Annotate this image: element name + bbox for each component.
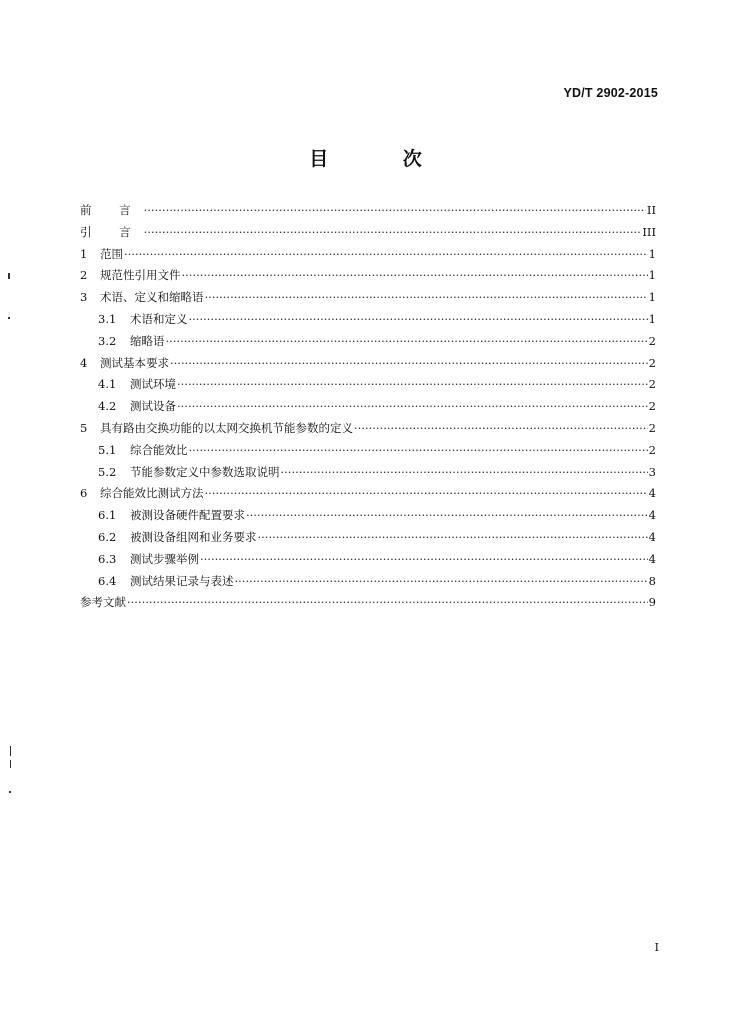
toc-entry-page: 1: [648, 268, 656, 283]
toc-entry-number: 4.2: [98, 399, 117, 414]
toc-entry-page: 4: [648, 529, 656, 544]
toc-entry[interactable]: [80, 551, 656, 573]
toc-entry[interactable]: [80, 267, 656, 289]
scan-artifact: [8, 273, 10, 279]
toc-title: 目 次: [309, 148, 456, 170]
toc-dot-leader: [205, 290, 648, 304]
toc-entry[interactable]: [80, 224, 656, 246]
toc-entry-title: 测试环境: [130, 377, 176, 392]
toc-entry-label: [98, 311, 188, 327]
toc-entry-page: 4: [648, 551, 656, 566]
toc-entry[interactable]: [80, 594, 656, 616]
toc-entry[interactable]: [80, 507, 656, 529]
toc-entry-page: 8: [648, 573, 656, 588]
toc-entry-title: 缩略语: [130, 333, 165, 348]
scan-artifact: [10, 746, 11, 756]
standard-id: YD/T 2902-2015: [563, 86, 658, 100]
toc-entry-title: 具有路由交换功能的以太网交换机节能参数的定义: [100, 420, 353, 435]
toc-entry[interactable]: [80, 333, 656, 355]
toc-entry[interactable]: [80, 398, 656, 420]
toc-entry-label: [98, 376, 176, 392]
toc-entry-title: 节能参数定义中参数选取说明: [130, 464, 280, 479]
toc-entry-page: 4: [648, 486, 656, 501]
toc-entry-number: 6.3: [98, 551, 117, 566]
toc-entry[interactable]: [80, 355, 656, 377]
toc-entry-page: 1: [648, 290, 656, 305]
toc-entry-number: 2: [80, 268, 88, 283]
toc-dot-leader: [177, 377, 648, 391]
toc-dot-leader: [281, 465, 648, 479]
scan-artifact: [8, 317, 10, 319]
toc-entry-page: 2: [648, 355, 656, 370]
toc-entry-page: 3: [648, 464, 656, 479]
toc-entry-number: 6.2: [98, 529, 117, 544]
toc-entry-label: [98, 442, 188, 458]
toc-entry-page: 2: [648, 399, 656, 414]
toc-dot-leader: [182, 268, 648, 282]
toc-entry-title: 测试设备: [130, 399, 176, 414]
toc-entry-label: [98, 573, 234, 589]
toc-entry-number: 5: [80, 420, 88, 435]
toc-entry-title: 综合能效比测试方法: [100, 486, 204, 501]
page-number: I: [654, 941, 659, 954]
toc-dot-leader: [200, 552, 648, 566]
toc-entry-page: 2: [648, 377, 656, 392]
toc-dot-leader: [258, 530, 648, 544]
toc-entry-number: 3: [80, 290, 88, 305]
toc-entry[interactable]: [80, 529, 656, 551]
toc-entry-label: [80, 485, 204, 501]
toc-entry[interactable]: [80, 246, 656, 268]
toc-entry-title: 术语和定义: [130, 311, 188, 326]
toc-entry-label: [80, 267, 181, 283]
toc-entry-title: 被测设备组网和业务要求: [130, 529, 257, 544]
toc-entry-title: 被测设备硬件配置要求: [130, 508, 245, 523]
toc-dot-leader: [127, 595, 648, 609]
toc-entry-label: [80, 594, 126, 610]
toc-entry-label: [98, 333, 165, 349]
toc-entry[interactable]: [80, 485, 656, 507]
toc-entry[interactable]: [80, 289, 656, 311]
toc-entry-title: 规范性引用文件: [100, 268, 181, 283]
toc-entry-label: [80, 246, 123, 262]
toc-dot-leader: [124, 247, 648, 261]
toc-entry-page: II: [646, 203, 656, 217]
toc-entry-title: 范围: [100, 246, 123, 261]
toc-entry[interactable]: [80, 202, 656, 224]
toc-entry-label: [98, 551, 199, 567]
toc-entry-label: [80, 224, 143, 240]
toc-entry-page: 1: [648, 311, 656, 326]
toc-entry[interactable]: [80, 573, 656, 595]
scan-artifact: [10, 760, 11, 768]
toc-entry-label: [80, 420, 353, 436]
toc-entry-page: 2: [648, 420, 656, 435]
toc-entry-label: [80, 355, 169, 371]
toc-entry[interactable]: [80, 311, 656, 333]
table-of-contents: [80, 202, 656, 616]
toc-entry-title: 引 言: [80, 224, 143, 239]
toc-entry[interactable]: [80, 420, 656, 442]
toc-entry-title: 术语、定义和缩略语: [100, 290, 204, 305]
toc-dot-leader: [246, 508, 648, 522]
toc-dot-leader: [235, 574, 648, 588]
toc-dot-leader: [354, 421, 648, 435]
toc-entry-title: 测试结果记录与表述: [130, 573, 234, 588]
toc-dot-leader: [166, 334, 648, 348]
toc-entry-number: 3.2: [98, 333, 117, 348]
toc-dot-leader: [177, 399, 648, 413]
toc-entry-number: 6.1: [98, 508, 117, 523]
toc-entry-title: 综合能效比: [130, 442, 188, 457]
toc-entry-page: 2: [648, 333, 656, 348]
toc-entry-number: 4.1: [98, 377, 117, 392]
toc-entry-page: 1: [648, 246, 656, 261]
toc-dot-leader: [144, 203, 646, 217]
toc-entry-title: 前 言: [80, 203, 143, 217]
toc-entry-number: 5.1: [98, 442, 117, 457]
toc-dot-leader: [170, 356, 648, 370]
toc-entry-title: 测试步骤举例: [130, 551, 199, 566]
toc-entry[interactable]: [80, 376, 656, 398]
toc-entry[interactable]: [80, 464, 656, 486]
toc-entry-label: [80, 202, 143, 218]
toc-entry-page: III: [642, 224, 656, 239]
toc-entry[interactable]: [80, 442, 656, 464]
toc-entry-page: 4: [648, 508, 656, 523]
scan-artifact: [9, 791, 11, 793]
toc-entry-number: 6: [80, 486, 88, 501]
toc-entry-number: 5.2: [98, 464, 117, 479]
toc-dot-leader: [144, 225, 642, 239]
toc-entry-number: 6.4: [98, 573, 117, 588]
toc-entry-label: [98, 529, 257, 545]
toc-entry-page: 9: [648, 595, 656, 610]
toc-entry-page: 2: [648, 442, 656, 457]
toc-entry-title: 参考文献: [80, 595, 126, 610]
toc-entry-number: 3.1: [98, 311, 117, 326]
toc-entry-label: [80, 289, 204, 305]
toc-dot-leader: [189, 312, 648, 326]
toc-dot-leader: [205, 486, 648, 500]
toc-dot-leader: [189, 443, 648, 457]
toc-entry-label: [98, 464, 280, 480]
toc-entry-number: 1: [80, 246, 88, 261]
toc-entry-label: [98, 507, 245, 523]
toc-entry-label: [98, 398, 176, 414]
toc-entry-number: 4: [80, 355, 88, 370]
toc-entry-title: 测试基本要求: [100, 355, 169, 370]
